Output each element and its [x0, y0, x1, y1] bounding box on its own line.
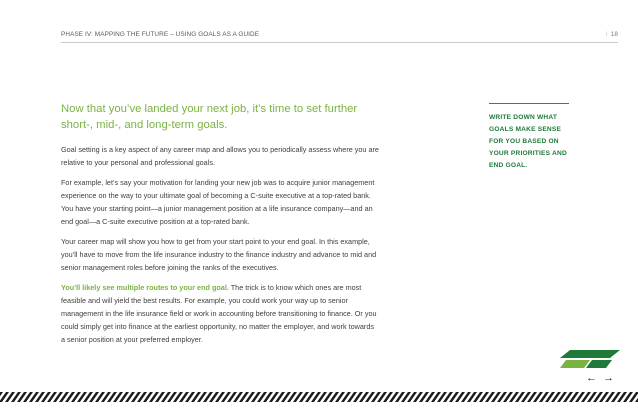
lead-heading: Now that you’ve landed your next job, it’s time to set further short-, mid-, and long-term goals. — [61, 103, 358, 131]
brand-logo-icon — [560, 350, 620, 368]
callout-rule — [489, 103, 569, 104]
next-page-arrow-icon[interactable]: → — [603, 372, 614, 384]
prev-page-arrow-icon[interactable]: ← — [586, 372, 597, 384]
paragraph-3: Your career map will show you how to get from your start point to your end goal. In this example, you’ll have to move from the life insurance industry to the finance industry and advance to mid and senior management roles before joining the ranks of the executives. — [61, 237, 377, 272]
paragraph-1: Goal setting is a key aspect of any career map and allows you to periodically assess where you are relative to your personal and professional goals. — [61, 145, 379, 167]
body-text — [61, 143, 379, 353]
paragraph-4 — [61, 281, 379, 346]
page-separator: / — [605, 31, 608, 38]
page-number — [606, 31, 618, 38]
section-title: PHASE IV: MAPPING THE FUTURE – USING GOALS AS A GUIDE — [61, 31, 260, 38]
callout-text: WRITE DOWN WHAT GOALS MAKE SENSE FOR YOU BASED ON YOUR PRIORITIES AND END GOAL. — [489, 114, 567, 169]
page-navigation — [586, 372, 614, 384]
paragraph-4-rest: The trick is to know which ones are most feasible and will yield the best results. For example, you could work your way up to senior management in the life insurance field or work in accounting before transitioning to finance. Or you could simply get into finance at the earliest opportunity, no matter the employer, and work towards a senior position at your preferred employer. — [61, 283, 377, 344]
header-rule — [61, 42, 618, 43]
page-number-value: 18 — [610, 31, 618, 38]
paragraph-2: For example, let’s say your motivation for landing your new job was to acquire junior management experience on the way to your ultimate goal of becoming a C-suite executive at a top-rated bank. You have your starting point—a junior management position at a life insurance company—and an end goal—a C-suite executive position at a top-rated bank. — [61, 178, 375, 226]
footer-stripes — [0, 392, 638, 402]
page-header — [61, 31, 618, 38]
callout-box — [489, 103, 569, 172]
paragraph-4-highlight: You’ll likely see multiple routes to your end goal. — [61, 283, 229, 292]
